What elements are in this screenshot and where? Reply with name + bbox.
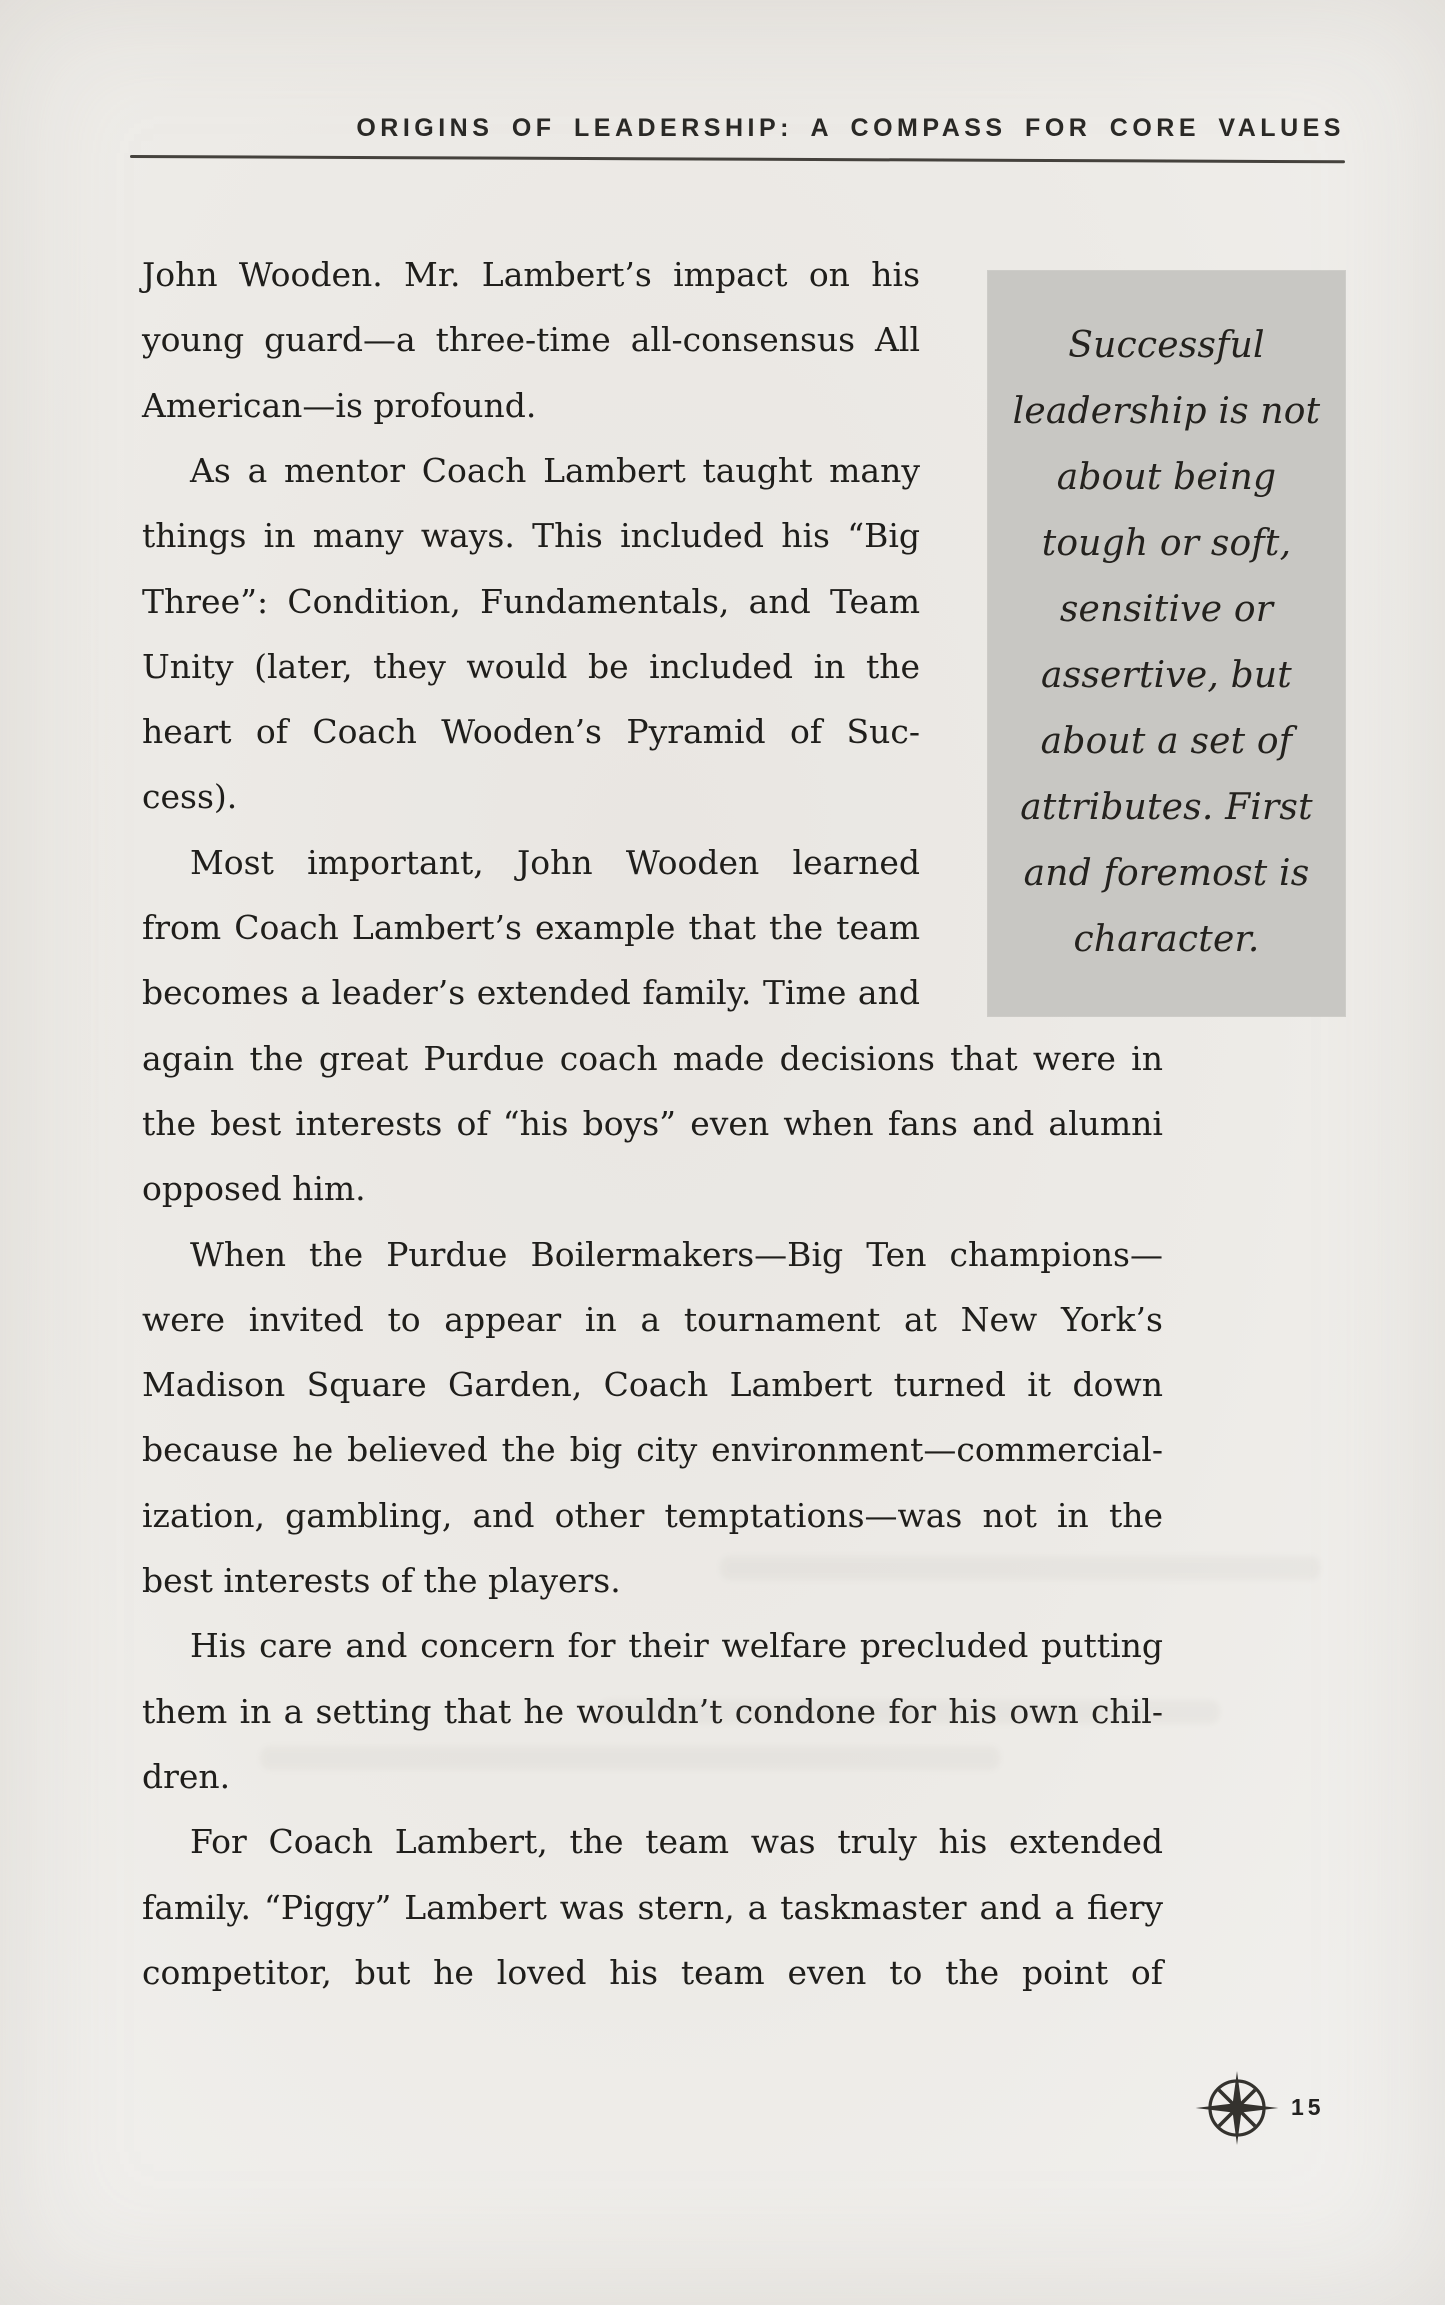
body-line: from Coach Lambert’s example that the team	[142, 908, 920, 947]
body-line: family. “Piggy” Lambert was stern, a taskmaster and a fiery	[142, 1888, 1163, 1927]
body-line: things in many ways. This included his “Big	[142, 516, 920, 555]
pull-quote-line: leadership is not	[1012, 391, 1321, 432]
bleedthrough-smudge	[720, 1556, 1320, 1580]
pull-quote-line: Successful	[1068, 325, 1265, 366]
compass-rose-icon	[1183, 2054, 1291, 2162]
body-line: His care and concern for their welfare precluded putting	[190, 1626, 1163, 1665]
body-line: dren.	[142, 1757, 231, 1796]
body-line: Madison Square Garden, Coach Lambert turned it down	[142, 1365, 1163, 1404]
body-line: young guard—a three-time all-consensus All	[142, 320, 920, 359]
body-line: Three”: Condition, Fundamentals, and Team	[142, 582, 920, 621]
body-line: When the Purdue Boilermakers—Big Ten champions—	[190, 1235, 1163, 1274]
bleedthrough-smudge	[600, 1700, 1220, 1724]
body-line: ization, gambling, and other temptations—was not in the	[142, 1496, 1163, 1535]
body-line: cess).	[142, 777, 238, 816]
pull-quote-line: about a set of	[1040, 721, 1293, 762]
body-line: Unity (later, they would be included in the	[142, 647, 920, 686]
body-line: As a mentor Coach Lambert taught many	[190, 451, 920, 490]
pull-quote-line: and foremost is	[1023, 853, 1310, 894]
bleedthrough-smudge	[260, 1746, 1000, 1770]
body-line: becomes a leader’s extended family. Time and	[142, 973, 920, 1012]
body-line: the best interests of “his boys” even when fans and alumni	[142, 1104, 1163, 1143]
page-number: 15	[1291, 2094, 1325, 2120]
pull-quote-box	[988, 271, 1345, 1016]
pull-quote-line: character.	[1073, 919, 1260, 960]
header-rule	[130, 155, 1345, 163]
body-line: opposed him.	[142, 1169, 366, 1208]
running-header-title: ORIGINS OF LEADERSHIP: A COMPASS FOR CORE VALUES	[356, 114, 1345, 142]
body-line: were invited to appear in a tournament at New York’s	[142, 1300, 1163, 1339]
pull-quote-line: tough or soft,	[1041, 523, 1292, 564]
body-line: John Wooden. Mr. Lambert’s impact on his	[142, 255, 920, 294]
pull-quote-line: sensitive or	[1059, 589, 1274, 630]
body-line: heart of Coach Wooden’s Pyramid of Suc-	[142, 712, 920, 751]
body-line: them in a setting that he wouldn’t condone for his own chil-	[142, 1692, 1163, 1731]
body-line: because he believed the big city environment—commercial-	[142, 1430, 1163, 1469]
body-line: competitor, but he loved his team even to the point of	[142, 1953, 1163, 1992]
body-line: American—is profound.	[142, 386, 537, 425]
pull-quote-line: attributes. First	[1020, 787, 1313, 828]
pull-quote-line: about being	[1056, 457, 1277, 498]
pull-quote-line: assertive, but	[1041, 655, 1292, 696]
body-line: best interests of the players.	[142, 1561, 621, 1600]
body-line: For Coach Lambert, the team was truly his extended	[190, 1822, 1163, 1861]
body-line: again the great Purdue coach made decisions that were in	[142, 1039, 1163, 1078]
body-line: Most important, John Wooden learned	[190, 843, 920, 882]
